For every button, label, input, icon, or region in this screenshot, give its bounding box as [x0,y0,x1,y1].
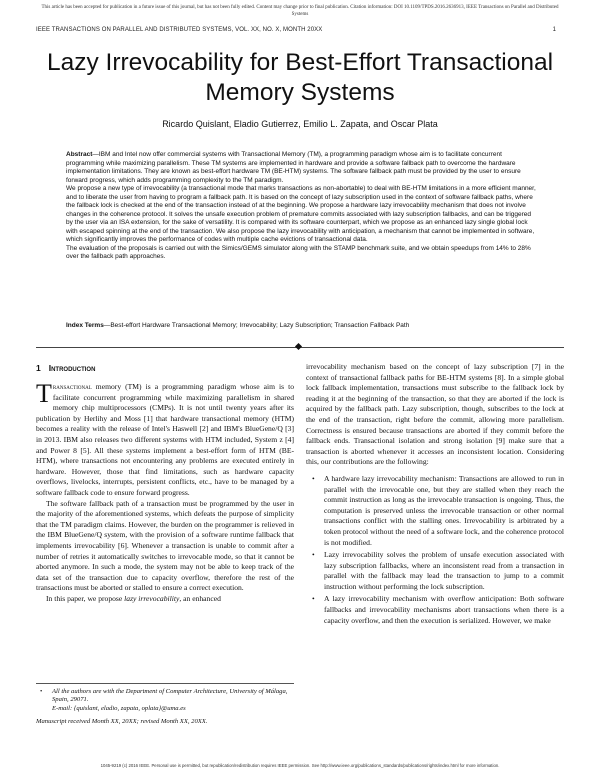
intro-paragraph-2: The software fallback path of a transaction must be programmed by the user in the majority of the aforementioned systems, which defeats the purpose of simplicity that the TM paradigm claims. However, the burden on the programmer is relieved in the IBM BlueGene/Q system, with the provision of a software runtime fallback that implements irrevocability [6]. Whenever a transaction is unable to commit after a number of retries it automatically switches to irrevocable mode, so that it cannot be aborted anymore. In such a mode, the system may not be able to keep track of the data set of the transaction due to capacity overflow, therefore the rest of the transactions must be aborted or stalled to ensure a correct execution. [36,498,294,593]
abstract-label: Abstract [66,151,93,158]
affiliation-note: • All the authors are with the Department of Computer Architecture, University of Málaga, Spain, 29071. [40,688,288,704]
contribution-item: • A hardware lazy irrevocability mechanism: Transactions are allowed to run in parallel with the irrevocable one, but they are stalled when they reach the commit instruction as long as the irrevocable transaction is ongoing. Thus, the computation is preserved unless the irrevocable transaction or other normal transactions conflict with the stalling ones. Irrevocability is arbitrated by a token protocol without the need of a software lock, and the coherence protocol is not modified. [306,474,564,548]
contribution-item: • A lazy irrevocability mechanism with overflow anticipation: Both software fallbacks and irrevocability mechanisms abort transactions when there is a capacity overflow, and then the execution is serialized. However, we make [306,594,564,626]
section-number: 1 [36,363,41,373]
intro-paragraph-1: Transactional memory (TM) is a programming paradigm whose aim is to facilitate concurrent programming while maximizing parallelism in shared memory chip multiprocessors (CMPs). It is not until twenty years after its publication by Herlihy and Moss [1] that hardware transactional memory (HTM) becomes a reality with the release of Intel's Haswell [2] and IBM's BlueGene/Q [3] in 2013. IBM also releases two different systems with HTM included, System z [4] and Power 8 [5]. All these systems implement a best-effort form of HTM (BE-HTM), where transactions not encountering any problems are executed entirely in hardware. However, those that find limitations, such as hardware capacity overflows, livelocks, interrupts, persistent conflicts, etc., have to be managed by a software fallback code to ensure forward progress. [36,379,294,497]
index-terms [66,322,536,331]
email-note: E-mail: {quislant, eladio, zapata, oplata}@uma.es [52,704,186,712]
index-terms-text: —Best-effort Hardware Transactional Memory; Irrevocability; Lazy Subscription; Transaction Fallback Path [103,322,410,329]
abstract-paragraph-2: We propose a new type of irrevocability (a transactional mode that marks transactions as non-abortable) to deal with BE-HTM limitations in a more efficient manner, and to liberate the user from having to program a fallback path. It is based on the concept of lazy subscription used in the context of software fallback paths, where the fallback lock is checked at the end of the transaction instead of at the beginning. We propose a hardware lazy irrevocability mechanism that does not involve changes in the coherence protocol. It solves the unsafe execution problem of premature commits associated with lazy subscription fallbacks, and can be triggered by the user via an ISA extension, for the sake of versatility. It is compared with its software counterpart, which we propose as an enhanced lazy single global lock with escaped spinning at the end of the transaction. We also propose the lazy irrevocability with anticipation, a mechanism that cannot be implemented in software, which significantly improves the performance of codes with multiple cache evictions of transactional data. [66,185,536,243]
abstract-paragraph-1: Abstract—IBM and Intel now offer commercial systems with Transactional Memory (TM), a programming paradigm whose aim is to facilitate concurrent programming while maximizing parallelism. These TM systems are implemented in hardware and provide a software fallback path to overcome the hardware implementation limitations. They are known as best-effort hardware TM (BE-HTM) systems. The software fallback path must be provided by the user to ensure forward progress, which adds programming complexity to the TM paradigm. [66,151,521,184]
contribution-item: • Lazy irrevocability solves the problem of unsafe execution associated with lazy subscription fallbacks, where an inconsistent read from a transaction in parallel with the fallback may lead the transaction to jump to a commit instruction without performing the lock subscription. [306,550,564,592]
page-number: 1 [552,27,556,33]
footnote-rule [36,683,294,684]
journal-name: IEEE TRANSACTIONS ON PARALLEL AND DISTRIBUTED SYSTEMS, VOL. XX, NO. X, MONTH 20XX [36,27,323,33]
bullet-icon: • [40,688,43,695]
abstract [66,151,536,262]
section-divider [36,344,564,350]
paper-title: Lazy Irrevocability for Best-Effort Transactional Memory Systems [46,49,554,106]
drop-cap: T [36,379,52,408]
intro-paragraph-3: In this paper, we propose lazy irrevocability, an enhanced [46,593,221,603]
manuscript-dates: Manuscript received Month XX, 20XX; revised Month XX, 20XX. [36,718,208,726]
right-column [306,362,564,628]
publication-notice: This article has been accepted for publication in a future issue of this journal, but has not been fully edited. Content may change prior to final publication. Citation information: DOI 10.1109/TPDS.2016.2636913, IEEE Transactions on Parallel and Distributed Systems [41,5,559,17]
contributions-list [306,474,564,626]
copyright-notice: 1045-9219 (c) 2016 IEEE. Personal use is permitted, but republication/redistribution requires IEEE permission. See http://www.ieee.org/publications_standards/publications/rights/index.html for more information. [100,763,500,768]
abstract-paragraph-3: The evaluation of the proposals is carried out with the Simics/GEMS simulator along with the STAMP benchmark suite, and we obtain speedups from 14% to 28% over the fallback path approaches. [66,244,531,260]
diamond-icon [295,343,302,350]
section-heading-introduction [36,362,294,374]
left-column [36,362,294,604]
footnote [36,688,294,727]
index-terms-label: Index Terms [66,322,104,329]
author-list: Ricardo Quislant, Eladio Gutierrez, Emilio L. Zapata, and Oscar Plata [162,119,438,129]
section-title: Introduction [48,363,96,373]
intro-paragraph-4: irrevocability mechanism based on the concept of lazy subscription [7] in the context of transactional fallback paths for BE-HTM systems [8]. In a simple global lock fallback implementation, transactions must subscribe to the fallback lock by reading it at the beginning of the transaction, so that they are aborted if the lock is acquired by the fallback path. Lazy subscription, though, subscribes to the lock at the end of the transaction, right before the commit, allowing more parallelism. Correctness is ensured because transactions are aborted if they commit before the fallback ends. Transactional isolation and strong isolation [9] make sure that a transaction is aborted whenever it accesses an inconsistent location. Considering this, our contributions are the following: [306,362,564,467]
running-header [36,27,556,33]
